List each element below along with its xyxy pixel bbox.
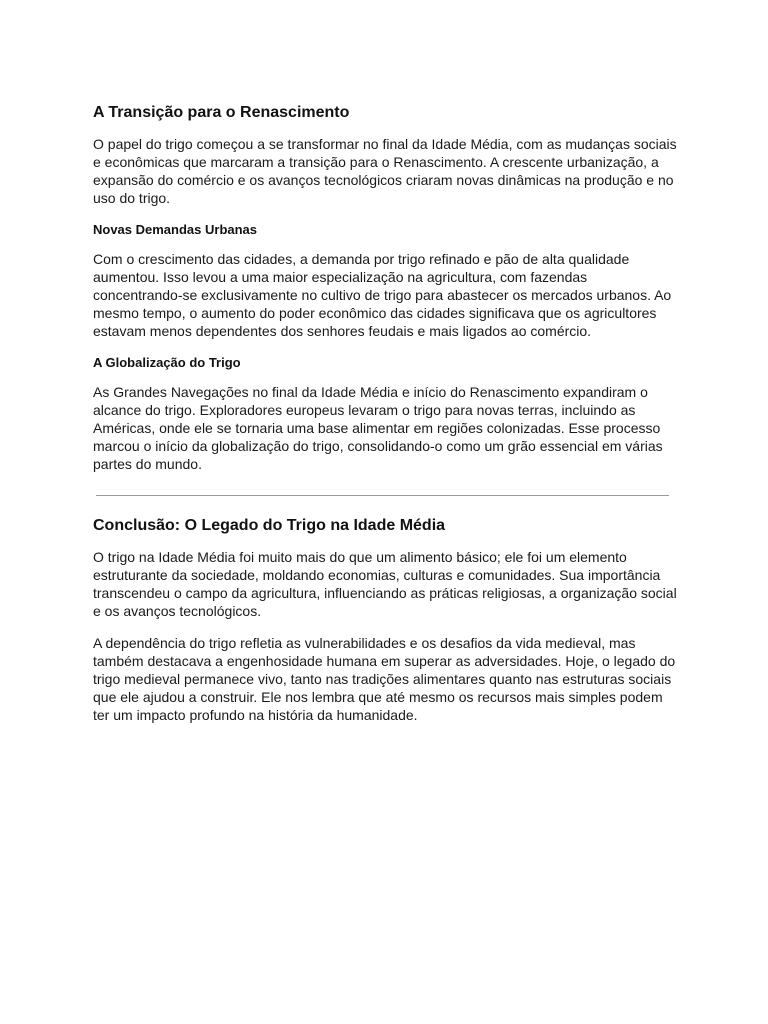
paragraph-globalizacao: As Grandes Navegações no final da Idade Média e início do Renascimento expandiram o alcance do trigo. Exploradores europeus levaram o trigo para novas terras, incluindo as Américas, onde ele se tornaria uma base alimentar em regiões colonizadas. Esse processo marcou o início da globalização do trigo, consolidando-o como um grão essencial em várias partes do mundo. <box>93 384 663 472</box>
section-divider <box>96 495 669 496</box>
document-page <box>93 103 678 738</box>
paragraph-conclusao-2: A dependência do trigo refletia as vulnerabilidades e os desafios da vida medieval, mas também destacava a engenhosidade humana em superar as adversidades. Hoje, o legado do trigo medieval permanece vivo, tanto nas tradições alimentares quanto nas estruturas sociais que ele ajudou a construir. Ele nos lembra que até mesmo os recursos mais simples podem ter um impacto profundo na história da humanidade. <box>93 635 676 723</box>
subheading-novas-demandas: Novas Demandas Urbanas <box>93 222 258 237</box>
paragraph-conclusao-1: O trigo na Idade Média foi muito mais do que um alimento básico; ele foi um elemento estruturante da sociedade, moldando economias, culturas e comunidades. Sua importância transcendeu o campo da agricultura, influenciando as práticas religiosas, a organização social e os avanços tecnológicos. <box>93 549 677 619</box>
intro-paragraph: O papel do trigo começou a se transformar no final da Idade Média, com as mudanças sociais e econômicas que marcaram a transição para o Renascimento. A crescente urbanização, a expansão do comércio e os avanços tecnológicos criaram novas dinâmicas na produção e no uso do trigo. <box>93 136 677 206</box>
paragraph-novas-demandas: Com o crescimento das cidades, a demanda por trigo refinado e pão de alta qualidade aumentou. Isso levou a uma maior especialização na agricultura, com fazendas concentrando-se exclusivamente no cultivo de trigo para abastecer os mercados urbanos. Ao mesmo tempo, o aumento do poder econômico das cidades significava que os agricultores estavam menos dependentes dos senhores feudais e mais ligados ao comércio. <box>93 251 672 339</box>
section-heading-renascimento: A Transição para o Renascimento <box>93 104 350 121</box>
section-heading-conclusao: Conclusão: O Legado do Trigo na Idade Média <box>93 517 446 534</box>
subheading-globalizacao: A Globalização do Trigo <box>93 355 241 370</box>
